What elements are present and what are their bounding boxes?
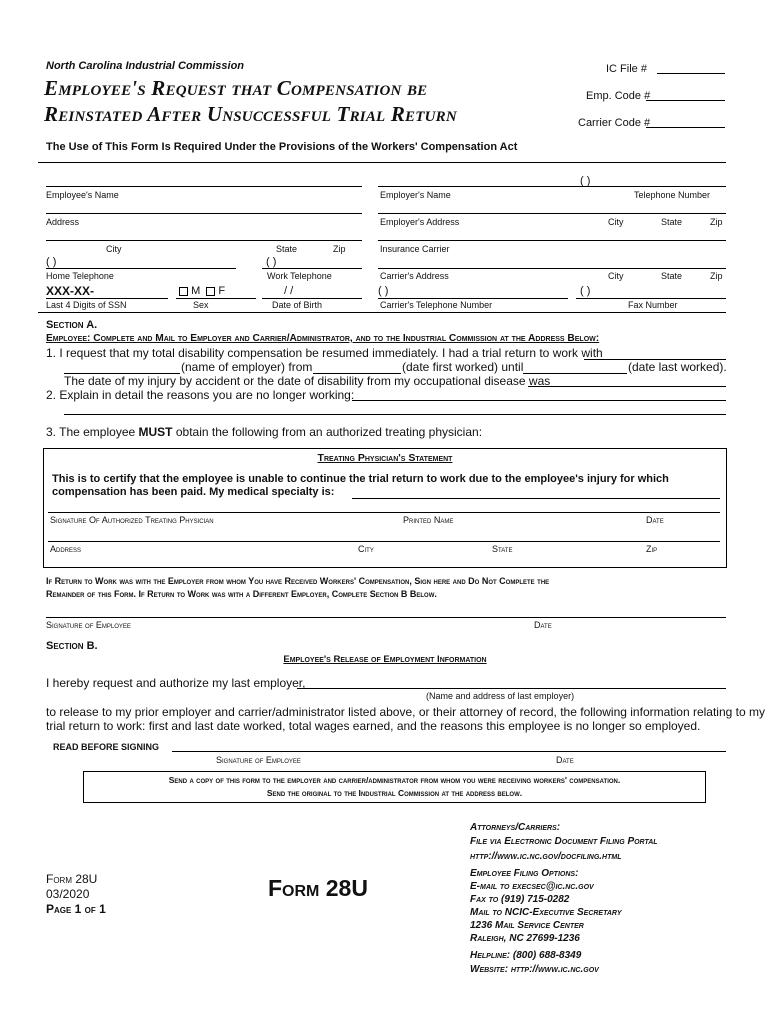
- release-line-2: trial return to work: first and last date worked, total wages earned, and the reasons this employee is no longer so employed.: [46, 719, 701, 733]
- item-3-pre: 3. The employee: [46, 425, 139, 439]
- item-1-last-label: (date last worked).: [628, 360, 727, 374]
- last-employer-hint: (Name and address of last employer): [426, 691, 575, 701]
- carrier-telephone-label: Carrier's Telephone Number: [380, 300, 493, 310]
- ic-file-label: IC File #: [606, 63, 647, 75]
- return-signature-field[interactable]: [46, 617, 726, 618]
- section-a-heading: Section A.: [46, 319, 98, 331]
- header-divider: [38, 162, 726, 163]
- employer-city-label: City: [608, 217, 624, 227]
- fax-option: Fax to (919) 715-0282: [470, 894, 570, 905]
- carrier-zip-label: Zip: [710, 271, 723, 281]
- release-signature-label: Signature of Employee: [216, 755, 301, 765]
- ssn-field[interactable]: [46, 298, 168, 299]
- sex-f-label: F: [218, 285, 226, 297]
- physician-certify-line-2: compensation has been paid. My medical specialty is:: [52, 486, 335, 498]
- work-phone-paren: ( ): [266, 256, 277, 268]
- sex-underline: [176, 298, 256, 299]
- injury-date-field[interactable]: [528, 386, 726, 387]
- carrier-address-field[interactable]: [378, 268, 726, 269]
- employee-name-label: Employee's Name: [46, 190, 119, 200]
- employee-options-heading: Employee Filing Options:: [470, 868, 579, 879]
- mail-option: Mail to NCIC-Executive Secretary: [470, 907, 622, 918]
- return-date-label: Date: [534, 620, 552, 630]
- portal-url-link[interactable]: http://www.ic.nc.gov/docfiling.html: [470, 851, 622, 862]
- reasons-field-1[interactable]: [352, 400, 726, 401]
- physician-signature-label: Signature Of Authorized Treating Physician: [50, 515, 214, 525]
- physician-zip-label: Zip: [646, 544, 658, 554]
- employer-name-field[interactable]: [378, 186, 726, 187]
- release-signature-field[interactable]: [172, 751, 726, 752]
- mail-center: 1236 Mail Service Center: [470, 920, 584, 931]
- fax-number-field[interactable]: [576, 298, 726, 299]
- item-2-text: 2. Explain in detail the reasons you are no longer working:: [46, 388, 355, 402]
- employee-city-field[interactable]: [46, 240, 362, 241]
- release-date-label: Date: [556, 755, 574, 765]
- employee-address-label: Address: [46, 217, 80, 227]
- physician-date-label: Date: [646, 515, 664, 525]
- send-copy-line-2: Send the original to the Industrial Commission at the address below.: [266, 788, 523, 798]
- sex-label: Sex: [193, 300, 209, 310]
- email-option[interactable]: E-mail to execsec@ic.nc.gov: [470, 881, 594, 892]
- carrier-code-label: Carrier Code #: [578, 117, 651, 129]
- physician-statement-box: [43, 448, 727, 568]
- physician-signature-field[interactable]: [48, 512, 720, 513]
- return-signature-label: Signature of Employee: [46, 620, 131, 630]
- reasons-field-2[interactable]: [64, 414, 726, 415]
- medical-specialty-field[interactable]: [352, 498, 720, 499]
- footer-form-date: 03/2020: [46, 887, 90, 901]
- footer-page: Page 1 of 1: [46, 902, 106, 916]
- item-3-post: obtain the following from an authorized treating physician:: [172, 425, 483, 439]
- sex-m-checkbox[interactable]: [179, 287, 188, 296]
- section-a-instructions: Employee: Complete and Mail to Employer and Carrier/Administrator, and to the Industrial Commission at the Address Below:: [46, 333, 600, 344]
- physician-city-label: City: [358, 544, 374, 554]
- sex-options: [179, 285, 225, 297]
- emp-code-label: Emp. Code #: [586, 90, 651, 102]
- file-via-portal: File via Electronic Document Filing Portal: [470, 836, 658, 847]
- send-copy-line-1: Send a copy of this form to the employer and carrier/administrator from whom you were receiving workers' compensation.: [168, 775, 621, 785]
- carrier-phone-paren: ( ): [378, 285, 389, 297]
- carrier-code-field[interactable]: [646, 127, 725, 128]
- footer-form-id: Form 28U: [46, 872, 98, 886]
- employee-state-label: State: [276, 244, 298, 254]
- form-title-line-1: Employee's Request that Compensation be: [44, 76, 428, 100]
- dob-slashes: / /: [284, 285, 294, 297]
- carrier-state-label: State: [661, 271, 683, 281]
- employer-zip-label: Zip: [710, 217, 723, 227]
- carrier-telephone-field[interactable]: [378, 298, 568, 299]
- work-telephone-label: Work Telephone: [267, 271, 332, 281]
- return-note-line-2: Remainder of this Form. If Return to Work was with a Different Employer, Complete Section B Below.: [46, 589, 437, 599]
- physician-statement-heading: Treating Physician's Statement: [317, 452, 453, 464]
- item-1-injury-text: The date of my injury by accident or the date of disability from my occupational disease was: [64, 374, 551, 388]
- agency-name: North Carolina Industrial Commission: [46, 60, 245, 72]
- employer-name-label: Employer's Name: [380, 190, 451, 200]
- employee-address-field[interactable]: [46, 213, 362, 214]
- last-employer-field[interactable]: [297, 688, 726, 689]
- dob-label: Date of Birth: [272, 300, 323, 310]
- home-telephone-label: Home Telephone: [46, 271, 114, 281]
- item-1-employer-label: (name of employer) from: [181, 360, 313, 374]
- dob-field[interactable]: [262, 298, 362, 299]
- fax-number-label: Fax Number: [628, 300, 678, 310]
- item-3-must: MUST: [138, 425, 173, 439]
- helpline: Helpline: (800) 688-8349: [470, 950, 582, 961]
- emp-code-field[interactable]: [646, 100, 725, 101]
- employer-address-label: Employer's Address: [380, 217, 460, 227]
- work-telephone-field[interactable]: [262, 268, 362, 269]
- physician-certify-line-1: This is to certify that the employee is unable to continue the trial return to work due to the employee's injury for which: [52, 473, 669, 485]
- employer-telephone-label: Telephone Number: [634, 190, 711, 200]
- section-a-divider: [38, 312, 726, 313]
- ssn-prefix: XXX-XX-: [46, 284, 95, 298]
- item-1-text: 1. I request that my total disability compensation be resumed immediately. I had a trial return to work with: [46, 346, 603, 360]
- fax-paren: ( ): [580, 285, 591, 297]
- form-title-line-2: Reinstated After Unsuccessful Trial Return: [44, 102, 457, 126]
- footer-form-big: Form 28U: [268, 875, 368, 901]
- attorneys-heading: Attorneys/Carriers:: [470, 822, 561, 833]
- employer-address-field[interactable]: [378, 213, 726, 214]
- home-phone-paren: ( ): [46, 256, 57, 268]
- insurance-carrier-label: Insurance Carrier: [380, 244, 450, 254]
- physician-state-label: State: [492, 544, 513, 554]
- section-b-title: Employee's Release of Employment Information: [283, 654, 487, 665]
- employee-zip-label: Zip: [333, 244, 346, 254]
- employer-state-label: State: [661, 217, 683, 227]
- physician-printed-name-label: Printed Name: [403, 515, 454, 525]
- mail-city: Raleigh, NC 27699-1236: [470, 933, 580, 944]
- form-subtitle: The Use of This Form Is Required Under the Provisions of the Workers' Compensation Act: [46, 141, 518, 153]
- employer-phone-paren: ( ): [580, 175, 591, 187]
- section-b-heading: Section B.: [46, 640, 98, 652]
- employee-city-label: City: [106, 244, 122, 254]
- carrier-city-label: City: [608, 271, 624, 281]
- home-telephone-field[interactable]: [46, 268, 236, 269]
- insurance-carrier-field[interactable]: [378, 240, 726, 241]
- physician-address-field[interactable]: [48, 541, 720, 542]
- release-line-1: to release to my prior employer and carrier/administrator listed above, or their attorney of record, the following information relating to my: [46, 705, 765, 719]
- sex-f-checkbox[interactable]: [206, 287, 215, 296]
- employee-name-field[interactable]: [46, 186, 362, 187]
- carrier-address-label: Carrier's Address: [380, 271, 449, 281]
- read-before-signing: READ BEFORE SIGNING: [53, 742, 160, 752]
- item-1-first-label: (date first worked) until: [402, 360, 524, 374]
- sex-m-label: M: [191, 285, 201, 297]
- ssn-label: Last 4 Digits of SSN: [46, 300, 127, 310]
- item-3-text: [46, 425, 482, 439]
- physician-address-label: Address: [50, 544, 82, 554]
- authorize-text: I hereby request and authorize my last employer,: [46, 676, 306, 690]
- website-link[interactable]: Website: http://www.ic.nc.gov: [470, 964, 599, 975]
- return-note-line-1: If Return to Work was with the Employer from whom You have Received Workers' Compensation, Sign here and Do Not Complete the: [46, 576, 550, 586]
- ic-file-field[interactable]: [657, 73, 725, 74]
